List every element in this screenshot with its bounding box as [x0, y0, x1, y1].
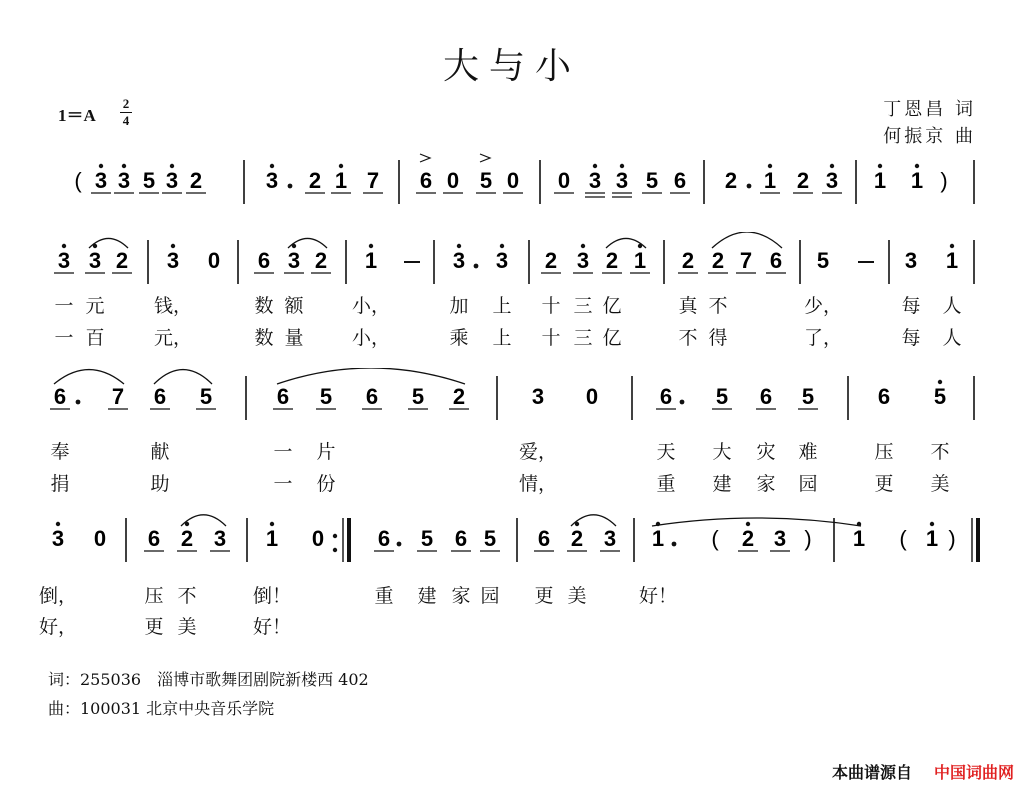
lyric-syllable: 加 [449, 295, 469, 317]
note-digit: 3 [825, 168, 839, 193]
time-signature-bottom: 4 [122, 113, 130, 128]
lyric-syllable: 钱， [153, 295, 193, 317]
notation-row-3 [0, 510, 1024, 570]
lyric-syllable: 三 [573, 295, 593, 317]
lyric-syllable: 灾 [756, 441, 776, 463]
note-digit: 1 [873, 168, 887, 193]
note-digit: 2 [681, 248, 695, 273]
octave-dot-high [56, 522, 60, 526]
lyric-syllable: 献 [150, 441, 170, 463]
slur [277, 368, 465, 384]
lyric-syllable: 家 [451, 585, 471, 607]
note-digit: 6 [673, 168, 687, 193]
note-digit: 1 [763, 168, 777, 193]
octave-dot-high [746, 522, 750, 526]
lyric-syllable: 好！ [638, 585, 678, 607]
lyric-syllable: 奉 [50, 441, 70, 463]
open-paren: ( [899, 526, 907, 551]
composer-address: 曲：100031 北京中央音乐学院 [48, 699, 275, 718]
lyric-syllable: 园 [480, 585, 500, 607]
accent-mark [480, 154, 490, 162]
note-digit: 2 [711, 248, 725, 273]
note-digit: 2 [189, 168, 203, 193]
note-digit: 1 [852, 526, 866, 551]
note-digit: 2 [115, 248, 129, 273]
notation-row-intro [0, 152, 1024, 212]
lyric-syllable: 美 [567, 585, 587, 607]
lyric-syllable: 压 [144, 585, 164, 607]
close-paren: ) [804, 526, 812, 551]
note-digit: 5 [801, 384, 815, 409]
note-digit: 2 [570, 526, 584, 551]
note-digit: 1 [925, 526, 939, 551]
octave-dot-high [581, 244, 585, 248]
note-digit: 5 [933, 384, 947, 409]
lyric-syllable: 百 [85, 327, 105, 349]
slur [54, 370, 124, 384]
note-digit: 6 [419, 168, 433, 193]
lyric-syllable: 美 [930, 473, 950, 495]
note-digit: 5 [199, 384, 213, 409]
lyric-syllable: 亿 [602, 295, 622, 317]
octave-dot-high [878, 164, 882, 168]
lyric-syllable: 更 [874, 473, 894, 495]
open-paren: ( [74, 168, 82, 193]
repeat-dot [333, 534, 337, 538]
lyric-syllable: 重 [374, 585, 394, 607]
lyric-syllable: 家 [756, 473, 776, 495]
lyric-syllable: 人 [942, 295, 962, 317]
note-digit: 3 [213, 526, 227, 551]
composer-credit: 何振京 曲 [883, 126, 976, 147]
lyric-syllable: 更 [144, 616, 164, 638]
lyric-syllable: 乘 [449, 327, 469, 349]
note-digit: 6 [537, 526, 551, 551]
note-digit: 3 [94, 168, 108, 193]
note-digit: 3 [117, 168, 131, 193]
note-digit: 7 [366, 168, 380, 193]
lyric-syllable: 一 [54, 295, 74, 317]
octave-dot-high [620, 164, 624, 168]
octave-dot-high [339, 164, 343, 168]
octave-dot-high [170, 164, 174, 168]
lyric-syllable: 元 [85, 295, 105, 317]
octave-dot-high [938, 380, 942, 384]
note-digit: 3 [265, 168, 279, 193]
lyrics-row-1-verse-2 [0, 323, 1024, 353]
note-digit: 7 [739, 248, 753, 273]
lyricist-address: 词：255036 淄博市歌舞团剧院新楼西 402 [48, 670, 369, 689]
note-digit: 0 [93, 526, 107, 551]
note-digit: 2 [544, 248, 558, 273]
note-digit: 3 [452, 248, 466, 273]
lyric-syllable: 十 [541, 327, 561, 349]
note-digit: 3 [495, 248, 509, 273]
note-digit: 0 [557, 168, 571, 193]
lyric-syllable: 三 [573, 327, 593, 349]
augmentation-dot [747, 184, 752, 189]
octave-dot-high [930, 522, 934, 526]
note-digit: 6 [454, 526, 468, 551]
notation-row-2 [0, 368, 1024, 428]
note-digit: 3 [51, 526, 65, 551]
note-digit: 0 [506, 168, 520, 193]
lyric-syllable: 人 [942, 327, 962, 349]
lyric-syllable: 一 [273, 473, 293, 495]
augmentation-dot [397, 542, 402, 547]
lyrics-row-2-verse-1 [0, 437, 1024, 467]
octave-dot-high [500, 244, 504, 248]
lyric-syllable: 量 [284, 327, 304, 349]
lyric-syllable: 小， [351, 295, 391, 317]
note-digit: 6 [147, 526, 161, 551]
note-digit: 6 [877, 384, 891, 409]
note-digit: 1 [364, 248, 378, 273]
lyric-syllable: 助 [150, 473, 170, 495]
lyric-syllable: 片 [316, 441, 336, 463]
lyric-syllable: 一 [54, 327, 74, 349]
octave-dot-high [270, 164, 274, 168]
note-digit: 3 [165, 168, 179, 193]
note-digit: 3 [57, 248, 71, 273]
note-digit: 0 [585, 384, 599, 409]
slur [154, 370, 212, 384]
lyric-syllable: 数 [254, 327, 274, 349]
time-signature [118, 96, 134, 129]
note-digit: 5 [715, 384, 729, 409]
octave-dot-high [457, 244, 461, 248]
lyrics-row-2-verse-2 [0, 469, 1024, 499]
notation-row-1 [0, 232, 1024, 292]
lyric-syllable: 好， [38, 616, 78, 638]
octave-dot-high [369, 244, 373, 248]
note-digit: 6 [153, 384, 167, 409]
note-digit: 3 [531, 384, 545, 409]
octave-dot-high [593, 164, 597, 168]
lyric-syllable: 倒！ [252, 585, 292, 607]
octave-dot-high [62, 244, 66, 248]
song-title: 大与小 [442, 46, 581, 87]
note-digit: 6 [365, 384, 379, 409]
augmentation-dot [288, 184, 293, 189]
lyric-syllable: 了， [803, 327, 843, 349]
note-digit: 7 [111, 384, 125, 409]
note-digit: 5 [483, 526, 497, 551]
lyric-syllable: 上 [492, 295, 512, 317]
lyric-syllable: 少， [803, 295, 843, 317]
note-digit: 1 [334, 168, 348, 193]
lyrics-row-1-verse-1 [0, 291, 1024, 321]
lyric-syllable: 不 [177, 585, 197, 607]
lyric-syllable: 十 [541, 295, 561, 317]
time-signature-top: 2 [122, 96, 130, 111]
note-digit: 3 [588, 168, 602, 193]
note-digit: 2 [452, 384, 466, 409]
note-digit: 3 [88, 248, 102, 273]
octave-dot-high [950, 244, 954, 248]
close-paren: ) [948, 526, 956, 551]
note-digit: 0 [207, 248, 221, 273]
lyric-syllable: 好！ [252, 616, 292, 638]
lyric-syllable: 上 [492, 327, 512, 349]
note-digit: 2 [308, 168, 322, 193]
slur [712, 232, 782, 248]
lyric-syllable: 美 [177, 616, 197, 638]
note-digit: 3 [603, 526, 617, 551]
note-digit: 2 [741, 526, 755, 551]
note-digit: 3 [773, 526, 787, 551]
note-digit: 1 [910, 168, 924, 193]
note-digit: 6 [377, 526, 391, 551]
close-paren: ) [940, 168, 948, 193]
lyrics-row-3-verse-2 [0, 612, 1024, 642]
note-digit: 3 [287, 248, 301, 273]
octave-dot-high [915, 164, 919, 168]
lyric-syllable: 一 [273, 441, 293, 463]
note-digit: 0 [446, 168, 460, 193]
note-digit: 3 [166, 248, 180, 273]
note-digit: 5 [420, 526, 434, 551]
lyric-syllable: 不 [708, 295, 728, 317]
lyric-syllable: 难 [798, 441, 818, 463]
note-digit: 2 [796, 168, 810, 193]
source-site-link[interactable]: 中国词曲网 [933, 763, 1014, 782]
note-digit: 6 [759, 384, 773, 409]
lyric-syllable: 爱， [518, 441, 558, 463]
lyric-syllable: 亿 [602, 327, 622, 349]
note-digit: 6 [53, 384, 67, 409]
source-credit [832, 760, 1014, 783]
note-digit: 5 [319, 384, 333, 409]
lyric-syllable: 园 [798, 473, 818, 495]
augmentation-dot [76, 400, 81, 405]
lyric-syllable: 真 [678, 295, 698, 317]
source-prefix: 本曲谱源自 [831, 763, 912, 782]
lyric-syllable: 不 [678, 327, 698, 349]
lyric-syllable: 得 [708, 327, 728, 349]
key-signature: 1＝A [58, 106, 96, 125]
note-digit: 0 [311, 526, 325, 551]
augmentation-dot [672, 542, 677, 547]
note-digit: 2 [605, 248, 619, 273]
open-paren: ( [711, 526, 719, 551]
accent-mark [420, 154, 430, 162]
lyric-syllable: 元， [153, 327, 193, 349]
note-digit: 5 [142, 168, 156, 193]
octave-dot-high [122, 164, 126, 168]
credits [883, 96, 976, 150]
note-digit: 3 [615, 168, 629, 193]
note-digit: 2 [314, 248, 328, 273]
note-digit: 5 [479, 168, 493, 193]
lyric-syllable: 压 [874, 441, 894, 463]
note-digit: 5 [645, 168, 659, 193]
note-digit: 2 [724, 168, 738, 193]
lyric-syllable: 每 [901, 327, 921, 349]
note-digit: 1 [651, 526, 665, 551]
octave-dot-high [171, 244, 175, 248]
note-digit: 6 [257, 248, 271, 273]
lyric-syllable: 数 [254, 295, 274, 317]
lyric-syllable: 份 [316, 473, 336, 495]
lyricist-credit: 丁恩昌 词 [883, 99, 976, 120]
note-digit: 5 [411, 384, 425, 409]
note-digit: 2 [180, 526, 194, 551]
note-digit: 6 [659, 384, 673, 409]
lyric-syllable: 情， [518, 473, 558, 495]
note-digit: 1 [633, 248, 647, 273]
note-digit: 6 [769, 248, 783, 273]
note-digit: 1 [265, 526, 279, 551]
note-digit: 1 [945, 248, 959, 273]
lyric-syllable: 小， [351, 327, 391, 349]
lyric-syllable: 不 [930, 441, 950, 463]
note-digit: 3 [576, 248, 590, 273]
octave-dot-high [270, 522, 274, 526]
lyrics-row-3-verse-1 [0, 581, 1024, 611]
lyric-syllable: 重 [656, 473, 676, 495]
lyric-syllable: 捐 [50, 473, 70, 495]
octave-dot-high [99, 164, 103, 168]
lyric-syllable: 额 [284, 295, 304, 317]
lyric-syllable: 大 [712, 441, 732, 463]
note-digit: 5 [816, 248, 830, 273]
octave-dot-high [768, 164, 772, 168]
lyric-syllable: 倒， [38, 585, 78, 607]
augmentation-dot [474, 264, 479, 269]
lyric-syllable: 天 [656, 441, 676, 463]
lyric-syllable: 建 [417, 585, 437, 607]
repeat-dot [333, 548, 337, 552]
lyric-syllable: 建 [712, 473, 732, 495]
note-digit: 3 [904, 248, 918, 273]
lyric-syllable: 每 [901, 295, 921, 317]
augmentation-dot [680, 400, 685, 405]
lyric-syllable: 更 [534, 585, 554, 607]
note-digit: 6 [276, 384, 290, 409]
octave-dot-high [830, 164, 834, 168]
slur [652, 518, 861, 526]
